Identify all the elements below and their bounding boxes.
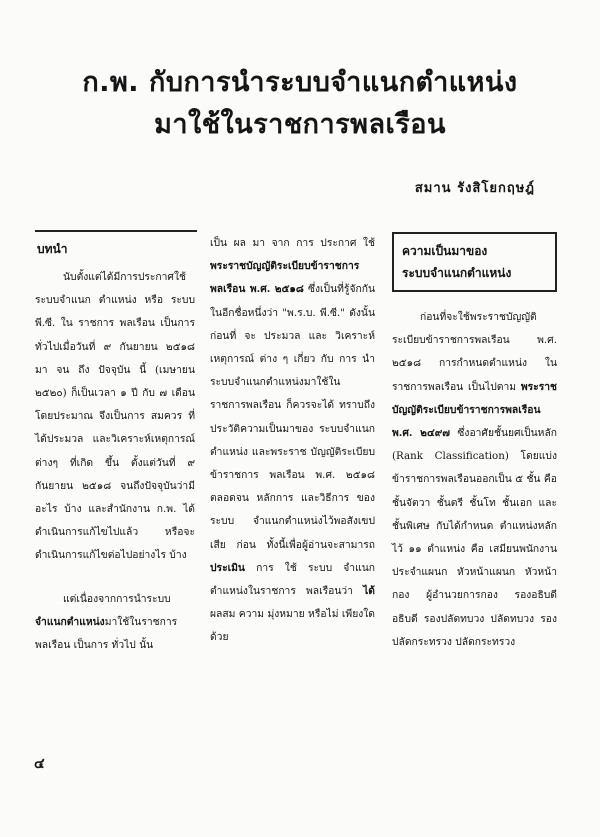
author-name: สมาน รังสิโยกฤษฎ์ bbox=[414, 181, 535, 196]
bold-term: จำแนกตำแหน่ง bbox=[35, 615, 105, 628]
article-title bbox=[18, 62, 582, 146]
text-run: เป็น ผล มา จาก การ ประกาศ ใช้ bbox=[210, 237, 375, 249]
text-run: ก่อนที่จะใช้พระราชบัญญัติ ระเบียบข้าราชการพลเรือน พ.ศ. ๒๕๑๘ การกำหนดตำแหน่ง ใน ราชการพลเรือน เป็นไปตาม bbox=[392, 311, 557, 393]
paragraph-col2 bbox=[210, 232, 375, 650]
title-line-2: มาใช้ในราชการพลเรือน bbox=[154, 109, 446, 140]
text-run: ซึ่งอาศัยชั้นยศเป็นหลัก (Rank Classification) โดยแบ่งข้าราชการพลเรือนออกเป็น ๕ ชั้น คือ ชั้นจัตวา ชั้นตรี ชั้นโท ชั้นเอก และชั้นพิเศษ กับได้กำหนด ตำแหน่งหลักไว้ ๑๑ ตำแหน่ง คือ เสมียนพนักงาน ประจำแผนก หัวหน้าแผนก หัวหน้ากอง ผู้อำนวยการกอง รองอธิบดี อธิบดี รองปลัดทบวง ปลัดทบวง รองปลัดกระทรวง ปลัดกระทรวง bbox=[392, 427, 557, 648]
text-run: การ ใช้ ระบบ จำแนก ตำแหน่งในราชการ พลเรือนว่า bbox=[210, 561, 375, 598]
paragraph-history bbox=[392, 306, 557, 654]
column-3 bbox=[392, 232, 557, 654]
heading-line: ระบบจำแนกตำแหน่ง bbox=[402, 266, 512, 280]
text-run: มาใช้ในราชการพลเรือน เป็นการ ทั่วไป นั้น bbox=[35, 615, 178, 652]
text-run: ซึ่งเป็นที่รู้จักกันในอีกชื่อหนึ่งว่า "พ.ร.บ. พี.ซี." ดังนั้น ก่อนที่ จะ ประมวล และ วิเคราะห์ เหตุการณ์ ต่าง ๆ เกี่ยว กับ การ นำ ระบบจำแนกตำแหน่งมาใช้ใน ราชการพลเรือน ก็ควรจะได้ ทราบถึงประวัติความเป็นมาของ ระบบจำแนกตำแหน่ง และพระราช บัญญัติระเบียบข้าราชการ พลเรือน พ.ศ. ๒๕๑๘ ตลอดจน หลักการ และวิธีการ ของ ระบบ จำแนกตำแหน่งไว้พอสังเขปเสีย ก่อน ทั้งนี้เพื่อผู้อ่านจะสามารถ bbox=[210, 283, 375, 551]
section-heading-history bbox=[392, 232, 557, 292]
bold-act-name: พระราชบัญญัติระเบียบข้าราชการพลเรือน พ.ศ. ๒๕๑๘ bbox=[210, 260, 360, 296]
heading-line: ความเป็นมาของ bbox=[402, 244, 488, 258]
paragraph-intro: นับตั้งแต่ได้มีการประกาศใช้ ระบบจำแนก ตำแหน่ง หรือ ระบบ พี.ซี. ใน ราชการ พลเรือน เป็นการทั่วไปเมื่อวันที่ ๙ กันยายน ๒๕๑๘ มา จน ถึง ปัจจุบัน นี้ (เมษายน ๒๕๒๐) ก็เป็นเวลา ๑ ปี กับ ๗ เดือน โดยประมาณ จึงเป็นการ สมควร ที่ได้ประมวล และวิเคราะห์เหตุการณ์ต่างๆ ที่เกิด ขึ้น ตั้งแต่วันที่ ๙ กันยายน ๒๕๑๘ จนถึงปัจจุบันว่ามีอะไร บ้าง และสำนักงาน ก.พ. ได้ ดำเนินการแก้ไขไปแล้ว หรือจะ ดำเนินการแก้ไขต่อไปอย่างไร บ้าง bbox=[35, 271, 195, 562]
bold-term: ประเมิน bbox=[210, 561, 245, 574]
bold-term: ได้ bbox=[363, 585, 375, 598]
text-run: ผลสม ความ มุ่งหมาย หรือไม่ เพียงใดด้วย bbox=[210, 608, 375, 644]
bold-act-name: พระราชบัญญัติระเบียบข้าราชการพลเรือน พ.ศ. ๒๔๙๗ bbox=[392, 380, 557, 440]
title-line-1: ก.พ. กับการนำระบบจำแนกตำแหน่ง bbox=[82, 67, 518, 98]
column-1 bbox=[35, 230, 195, 657]
column-2 bbox=[210, 232, 375, 650]
paragraph-intro-2 bbox=[35, 588, 195, 658]
section-heading-intro: บทนำ bbox=[35, 230, 197, 260]
page-number: ๔ bbox=[34, 756, 45, 772]
text-run: แต่เนื่องจากการนำระบบ bbox=[63, 592, 171, 605]
